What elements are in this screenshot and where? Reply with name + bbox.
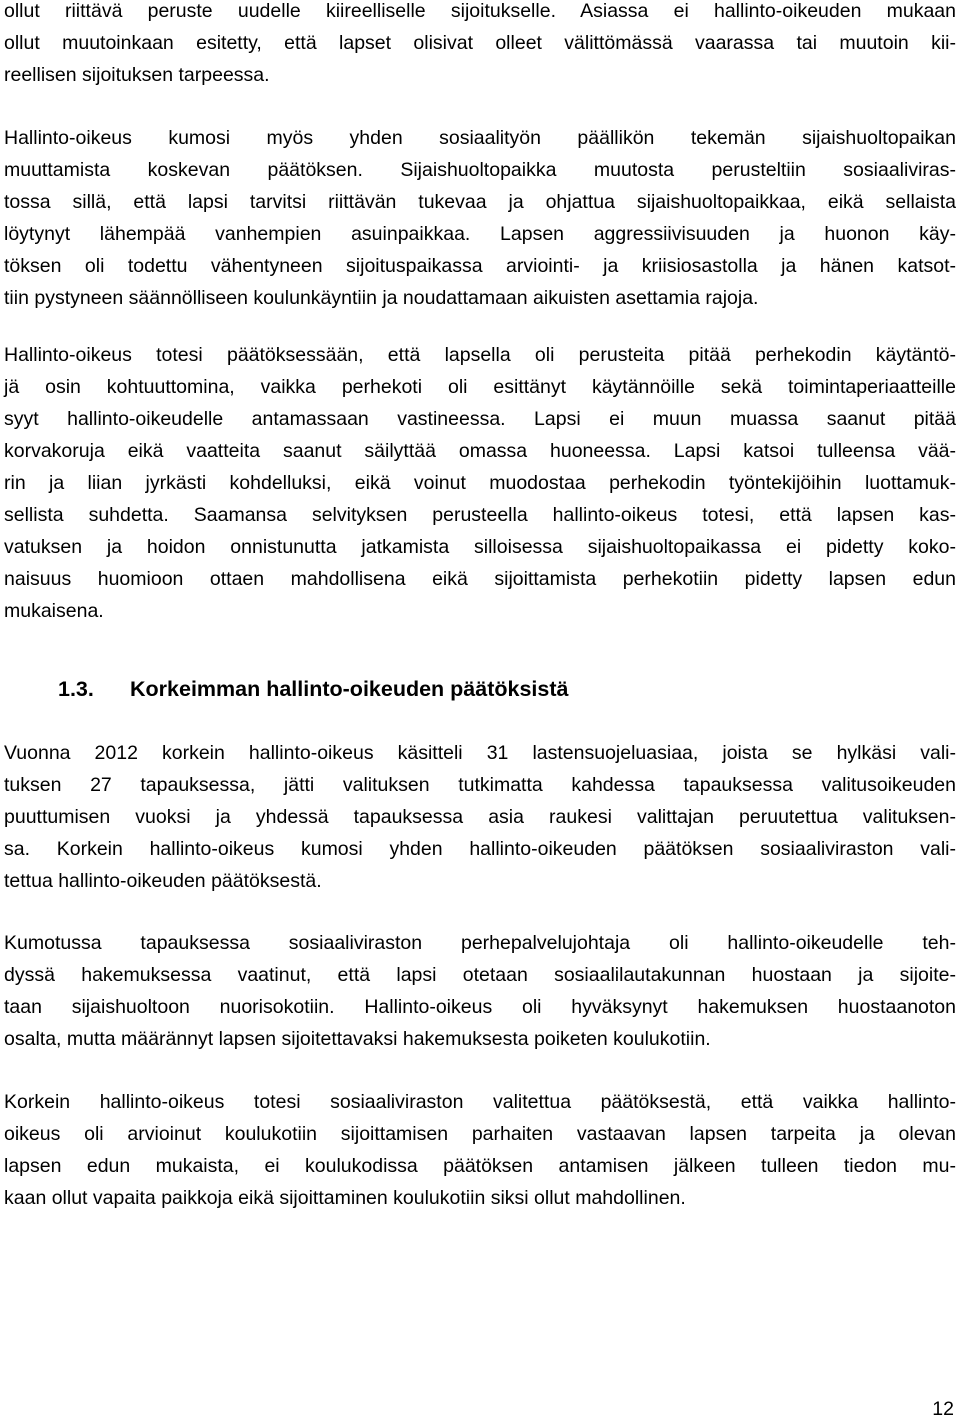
- text-line: osalta, mutta määrännyt lapsen sijoitettavaksi hakemuksesta poiketen koulukotiin.: [4, 1028, 711, 1050]
- text-line: puuttumisen vuoksi ja yhdessä tapauksessa asia raukesi valittajan peruutettua valituksen-: [4, 806, 956, 828]
- text-line: Vuonna 2012 korkein hallinto-oikeus käsitteli 31 lastensuojeluasiaa, joista se hylkäsi vali-: [4, 742, 956, 764]
- text-line: oikeus oli arvioinut koulukotiin sijoittamisen parhaiten vastaavan lapsen tarpeita ja olevan: [4, 1123, 956, 1145]
- text-line: löytynyt lähempää vanhempien asuinpaikkaa. Lapsen aggressiivisuuden ja huonon käy-: [4, 223, 956, 245]
- section-number: 1.3.: [58, 677, 94, 701]
- text-line: tettua hallinto-oikeuden päätöksestä.: [4, 870, 322, 892]
- text-line: jä osin kohtuuttomina, vaikka perhekoti oli esittänyt käytännöille sekä toimintaperiaatteille: [4, 376, 956, 398]
- text-line: muuttamista koskevan päätöksen. Sijaishuoltopaikka muutosta perusteltiin sosiaaliviras-: [4, 159, 956, 181]
- text-line: vatuksen ja hoidon onnistunutta jatkamista silloisessa sijaishuoltopaikassa ei pidetty koko-: [4, 536, 956, 558]
- section-heading: [0, 671, 960, 707]
- text-line: naisuus huomioon ottaen mahdollisena eikä sijoittamista perhekotiin pidetty lapsen edun: [4, 568, 956, 590]
- text-line: tossa sillä, että lapsi tarvitsi riittävän tukevaa ja ohjattua sijaishuoltopaikkaa, eikä sellaista: [4, 191, 956, 213]
- text-line: tuksen 27 tapauksessa, jätti valituksen tutkimatta kahdessa tapauksessa valitusoikeuden: [4, 774, 956, 796]
- text-line: dyssä hakemuksessa vaatinut, että lapsi otetaan sosiaalilautakunnan huostaan ja sijoite-: [4, 964, 956, 986]
- text-line: Hallinto-oikeus totesi päätöksessään, että lapsella oli perusteita pitää perhekodin käytäntö-: [4, 344, 956, 366]
- text-line: ollut riittävä peruste uudelle kiireelliselle sijoitukselle. Asiassa ei hallinto-oikeuden mukaan: [4, 0, 956, 22]
- text-line: reellisen sijoituksen tarpeessa.: [4, 64, 270, 86]
- text-line: tiin pystyneen säännölliseen koulunkäyntiin ja noudattamaan aikuisten asettamia rajoja.: [4, 287, 759, 309]
- text-line: taan sijaishuoltoon nuorisokotiin. Hallinto-oikeus oli hyväksynyt hakemuksen huostaanoton: [4, 996, 956, 1018]
- text-line: Korkein hallinto-oikeus totesi sosiaaliviraston valitettua päätöksestä, että vaikka hallinto-: [4, 1091, 956, 1113]
- text-line: lapsen edun mukaista, ei koulukodissa päätöksen antamisen jälkeen tulleen tiedon mu-: [4, 1155, 956, 1177]
- text-line: mukaisena.: [4, 600, 104, 622]
- text-line: sa. Korkein hallinto-oikeus kumosi yhden hallinto-oikeuden päätöksen sosiaaliviraston vali-: [4, 838, 956, 860]
- text-line: sellista suhdetta. Saamansa selvityksen perusteella hallinto-oikeus totesi, että lapsen kas-: [4, 504, 956, 526]
- text-line: Kumotussa tapauksessa sosiaaliviraston perhepalvelujohtaja oli hallinto-oikeudelle teh-: [4, 932, 956, 954]
- text-line: syyt hallinto-oikeudelle antamassaan vastineessa. Lapsi ei muun muassa saanut pitää: [4, 408, 956, 430]
- text-line: korvakoruja eikä vaatteita saanut säilyttää omassa huoneessa. Lapsi katsoi tulleensa vää-: [4, 440, 956, 462]
- page-number: 12: [932, 1398, 954, 1420]
- text-line: rin ja liian jyrkästi kohdelluksi, eikä voinut muodostaa perhekodin työntekijöihin luottamuk-: [4, 472, 956, 494]
- text-line: ollut muutoinkaan esitetty, että lapset olisivat olleet välittömässä vaarassa tai muutoin kii-: [4, 32, 956, 54]
- text-line: töksen oli todettu vähentyneen sijoituspaikassa arviointi- ja kriisiosastolla ja hänen katsot-: [4, 255, 956, 277]
- text-line: kaan ollut vapaita paikkoja eikä sijoittaminen koulukotiin siksi ollut mahdollinen.: [4, 1187, 686, 1209]
- text-line: Hallinto-oikeus kumosi myös yhden sosiaalityön päällikön tekemän sijaishuoltopaikan: [4, 127, 956, 149]
- section-title: Korkeimman hallinto-oikeuden päätöksistä: [130, 677, 569, 701]
